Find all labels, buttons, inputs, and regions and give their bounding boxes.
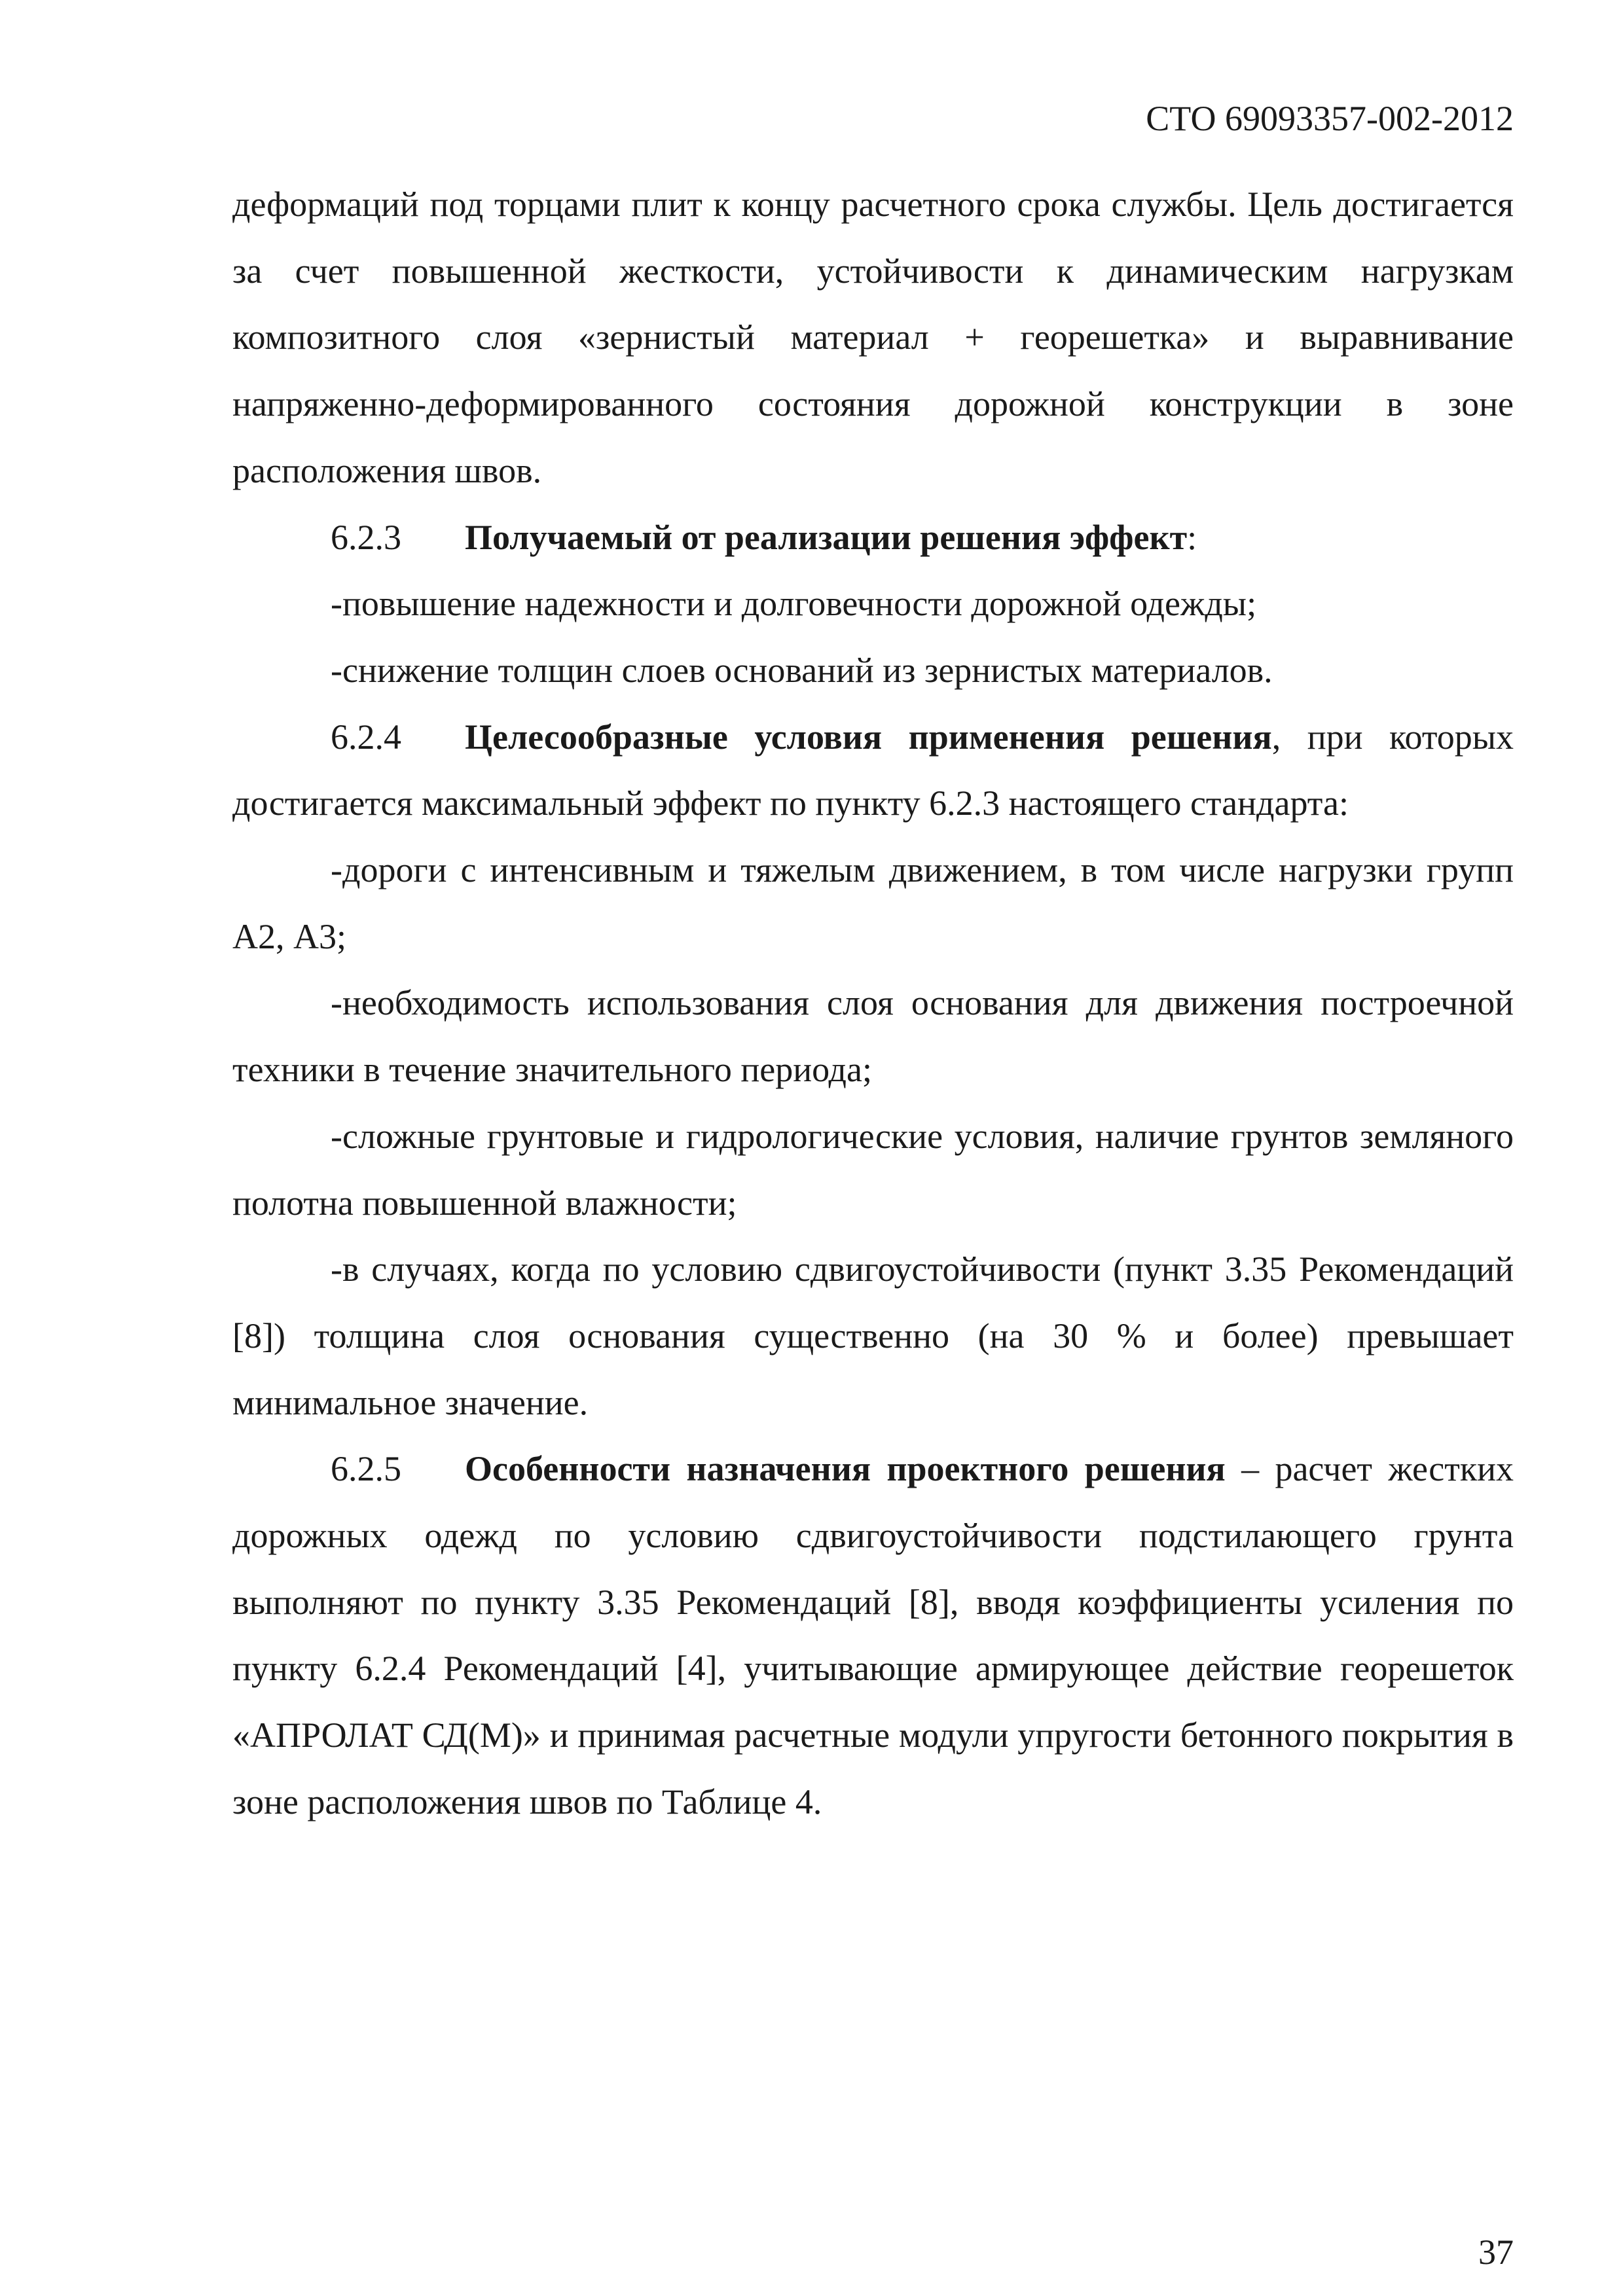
section-number: 6.2.3 xyxy=(331,517,401,557)
list-item: -дороги с интенсивным и тяжелым движением, в том числе нагрузки групп А2, А3; xyxy=(232,850,1514,956)
page-number: 37 xyxy=(1478,2233,1514,2272)
section-text: , при которых достигается максимальный эффект по пункту 6.2.3 настоящего стандарта: xyxy=(232,717,1514,823)
document-code-header: СТО 69093357-002-2012 xyxy=(1146,99,1514,138)
list-item: -необходимость использования слоя основания для движения построечной техники в течение значительного периода; xyxy=(232,983,1514,1090)
list-item: -снижение толщин слоев оснований из зернистых материалов. xyxy=(331,650,1273,690)
section-title: Целесообразные условия применения решения xyxy=(465,717,1272,757)
section-number: 6.2.5 xyxy=(331,1449,401,1489)
document-body xyxy=(232,171,1514,1836)
section-title: Особенности назначения проектного решения xyxy=(465,1449,1226,1489)
section-text: – расчет жестких дорожных одежд по условию сдвигоустойчивости подстилающего грунта выполняют по пункту 3.35 Рекомендаций [8], вводя коэффициенты усиления по пункту 6.2.4 Рекомендаций [4], учитывающие армирующее действие георешеток «АПРОЛАТ СД(М)» и принимая расчетные модули упругости бетонного покрытия в зоне расположения швов по Таблице 4. xyxy=(232,1449,1514,1821)
list-item: -сложные грунтовые и гидрологические условия, наличие грунтов земляного полотна повышенной влажности; xyxy=(232,1116,1514,1223)
section-6-2-4 xyxy=(232,704,1514,837)
list-item: -повышение надежности и долговечности дорожной одежды; xyxy=(331,584,1257,624)
paragraph-continuation: деформаций под торцами плит к концу расчетного срока службы. Цель достигается за счет повышенной жесткости, устойчивости к динамическим нагрузкам композитного слоя «зернистый материал + георешетка» и выравнивание напряженно-деформированного состояния дорожной конструкции в зоне расположения швов. xyxy=(232,185,1514,490)
section-title: Получаемый от реализации решения эффект xyxy=(465,517,1188,557)
section-6-2-5 xyxy=(232,1436,1514,1835)
section-number: 6.2.4 xyxy=(331,717,401,757)
section-text: : xyxy=(1187,517,1197,557)
list-item: -в случаях, когда по условию сдвигоустойчивости (пункт 3.35 Рекомендаций [8]) толщина слоя основания существенно (на 30 % и более) превышает минимальное значение. xyxy=(232,1249,1514,1422)
section-6-2-3 xyxy=(232,505,1514,571)
